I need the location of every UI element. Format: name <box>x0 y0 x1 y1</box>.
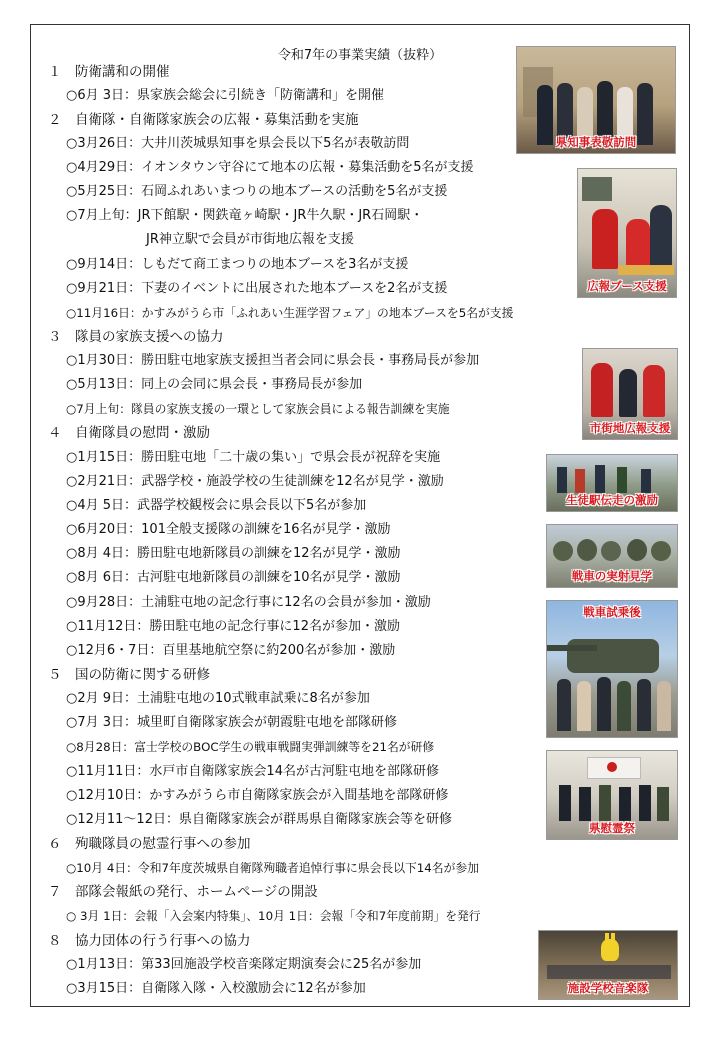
list-item: ○2月 9日：土浦駐屯地の10式戦車試乗に8名が参加 <box>66 691 370 706</box>
photo-tank-firing <box>546 524 678 588</box>
list-item: ○11月12日：勝田駐屯地の記念行事に12名が参加・激励 <box>66 619 400 634</box>
photo-caption: 施設学校音楽隊 <box>567 981 649 995</box>
photo-caption: 生徒駅伝走の激励 <box>566 493 658 507</box>
list-item: ○12月6・7日：百里基地航空祭に約200名が参加・激励 <box>66 643 396 658</box>
list-item: ○8月 4日：勝田駐屯地新隊員の訓練を12名が見学・激励 <box>66 546 401 561</box>
list-item: ○7月上旬：JR下館駅・関鉄竜ヶ崎駅・JR牛久駅・JR石岡駅・ <box>66 208 424 223</box>
list-item: ○6月 3日：県家族会総会に引続き「防衛講和」を開催 <box>66 88 385 103</box>
list-item: ○9月14日：しもだて商工まつりの地本ブースを3名が支援 <box>66 257 409 272</box>
list-item: ○11月16日：かすみがうら市「ふれあい生涯学習フェア」の地本ブースを5名が支援 <box>66 306 514 320</box>
list-item: ○7月 3日：城里町自衛隊家族会が朝霞駐屯地を部隊研修 <box>66 715 398 730</box>
list-item: ○4月29日：イオンタウン守谷にて地本の広報・募集活動を5名が支援 <box>66 160 474 175</box>
list-item: ○12月11～12日：県自衛隊家族会が群馬県自衛隊家族会等を研修 <box>66 812 452 827</box>
photo-tank-ride <box>546 600 678 738</box>
list-item: ○1月13日：第33回施設学校音楽隊定期演奏会に25名が参加 <box>66 957 422 972</box>
photo-caption: 県知事表敬訪問 <box>555 135 637 149</box>
photo-memorial-service <box>546 750 678 840</box>
list-item: ○3月26日：大井川茨城県知事を県会長以下5名が表敬訪問 <box>66 136 410 151</box>
list-item: ○3月15日：自衛隊入隊・入校激励会に12名が参加 <box>66 981 366 996</box>
section-heading-6: ６ 殉職隊員の慰霊行事への参加 <box>48 836 251 852</box>
list-item: ○8月28日：富士学校のBOC学生の戦車戦闘実弾訓練等を21名が研修 <box>66 740 435 754</box>
list-item: ○2月21日：武器学校・施設学校の生徒訓練を12名が見学・激励 <box>66 474 444 489</box>
list-item: ○4月 5日：武器学校観桜会に県会長以下5名が参加 <box>66 498 367 513</box>
photo-caption: 市街地広報支援 <box>589 421 671 435</box>
section-heading-4: ４ 自衛隊員の慰問・激励 <box>48 425 210 441</box>
photo-pr-booth <box>577 168 677 298</box>
list-item: ○9月28日：土浦駐屯地の記念行事に12名の会員が参加・激励 <box>66 595 431 610</box>
list-item: ○ 3月 1日：会報「入会案内特集」、10月 1日：会報「令和7年度前期」を発行 <box>66 909 481 923</box>
list-item: ○9月21日：下妻のイベントに出展された地本ブースを2名が支援 <box>66 281 448 296</box>
page-title: 令和7年の事業実績（抜粋） <box>277 48 443 63</box>
photo-street-pr <box>582 348 678 440</box>
section-heading-3: ３ 隊員の家族支援への協力 <box>48 329 224 345</box>
photo-caption: 広報ブース支援 <box>587 279 667 293</box>
photo-caption: 戦車の実射見学 <box>571 569 653 583</box>
photo-governor-visit <box>516 46 676 154</box>
section-heading-7: ７ 部隊会報紙の発行、ホームページの開設 <box>48 884 318 900</box>
list-item: ○1月15日：勝田駐屯地「二十歳の集い」で県会長が祝辞を実施 <box>66 450 441 465</box>
list-item: ○12月10日：かすみがうら市自衛隊家族会が入間基地を部隊研修 <box>66 788 449 803</box>
list-item: ○6月20日：101全般支援隊の訓練を16名が見学・激励 <box>66 522 391 537</box>
section-heading-5: ５ 国の防衛に関する研修 <box>48 667 210 683</box>
section-heading-2: ２ 自衛隊・自衛隊家族会の広報・募集活動を実施 <box>48 112 359 128</box>
list-item: ○11月11日：水戸市自衛隊家族会14名が古河駐屯地を部隊研修 <box>66 764 439 779</box>
photo-caption: 戦車試乗後 <box>583 605 641 619</box>
list-item: ○5月25日：石岡ふれあいまつりの地本ブースの活動を5名が支援 <box>66 184 448 199</box>
photo-school-band <box>538 930 678 1000</box>
section-heading-8: ８ 協力団体の行う行事への協力 <box>48 933 251 949</box>
section-heading-1: １ 防衛講和の開催 <box>48 64 170 80</box>
photo-relay-race <box>546 454 678 512</box>
list-item: ○5月13日：同上の会同に県会長・事務局長が参加 <box>66 377 363 392</box>
photo-caption: 県慰霊祭 <box>589 821 635 835</box>
list-item: ○8月 6日：古河駐屯地新隊員の訓練を10名が見学・激励 <box>66 570 401 585</box>
list-item: ○10月 4日：令和7年度茨城県自衛隊殉職者追悼行事に県会長以下14名が参加 <box>66 861 479 875</box>
list-item-continuation: JR神立駅で会員が市街地広報を支援 <box>146 232 354 247</box>
list-item: ○1月30日：勝田駐屯地家族支援担当者会同に県会長・事務局長が参加 <box>66 353 480 368</box>
list-item: ○7月上旬：隊員の家族支援の一環として家族会員による報告訓練を実施 <box>66 402 450 416</box>
